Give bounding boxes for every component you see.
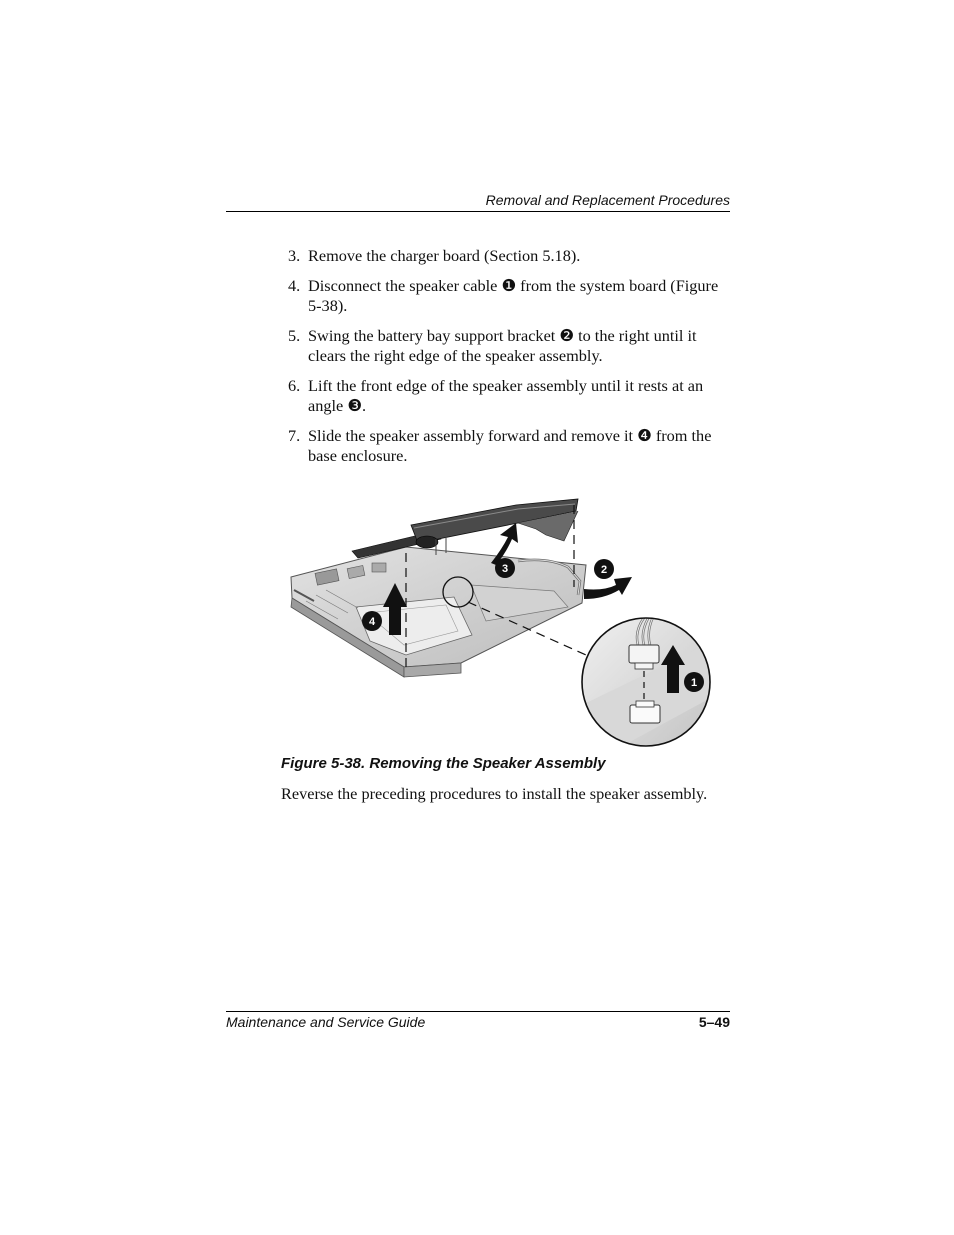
speaker-assembly: [352, 499, 578, 558]
step-text: .: [361, 396, 367, 415]
arrow-swing-icon: [584, 577, 632, 599]
step-3: [288, 246, 733, 266]
callout-2-glyph: ❷: [559, 326, 574, 345]
base-enclosure: [291, 547, 586, 677]
step-number: 3.: [288, 246, 301, 265]
step-5: [288, 326, 733, 366]
callout-label: 3: [501, 563, 509, 575]
step-text: Slide the speaker assembly forward and remove it: [308, 426, 638, 445]
step-text: Lift the front edge of the speaker assembly until it rests at an angle: [308, 376, 704, 415]
step-6: [288, 376, 733, 416]
figure-caption: Figure 5-38. Removing the Speaker Assembly: [281, 755, 606, 772]
step-text: to the right until it clears the right edge of the speaker assembly.: [308, 326, 697, 365]
step-7: [288, 426, 733, 466]
speaker-removal-illustration: [286, 495, 732, 750]
footer-rule: [226, 1011, 730, 1012]
step-number: 4.: [288, 276, 301, 295]
running-header: Removal and Replacement Procedures: [485, 192, 730, 208]
callout-label: 4: [368, 616, 376, 628]
step-number: 5.: [288, 326, 301, 345]
footer-guide-title: Maintenance and Service Guide: [226, 1014, 426, 1030]
step-text: Remove the charger board (Section 5.18).: [308, 246, 581, 265]
step-4: [288, 276, 733, 316]
callout-label: 1: [690, 677, 698, 689]
step-number: 6.: [288, 376, 301, 395]
closing-instruction: Reverse the preceding procedures to install the speaker assembly.: [281, 784, 708, 803]
header-rule: [226, 211, 730, 212]
callout-badge-3: [495, 558, 515, 578]
callout-3-glyph: ❸: [347, 396, 362, 415]
step-text: from the base enclosure.: [308, 426, 712, 465]
callout-badge-1: [684, 672, 704, 692]
callout-label: 2: [600, 564, 608, 576]
callout-badge-4: [362, 611, 382, 631]
callout-badge-2: [594, 559, 614, 579]
procedure-steps: [288, 246, 733, 476]
step-text: from the system board (Figure 5-38).: [308, 276, 719, 315]
callout-1-glyph: ❶: [501, 276, 517, 295]
page-number: 5–49: [698, 1014, 730, 1030]
callout-4-glyph: ❹: [637, 426, 652, 445]
step-text: Disconnect the speaker cable: [308, 276, 502, 295]
step-number: 7.: [288, 426, 301, 445]
step-text: Swing the battery bay support bracket: [308, 326, 560, 345]
